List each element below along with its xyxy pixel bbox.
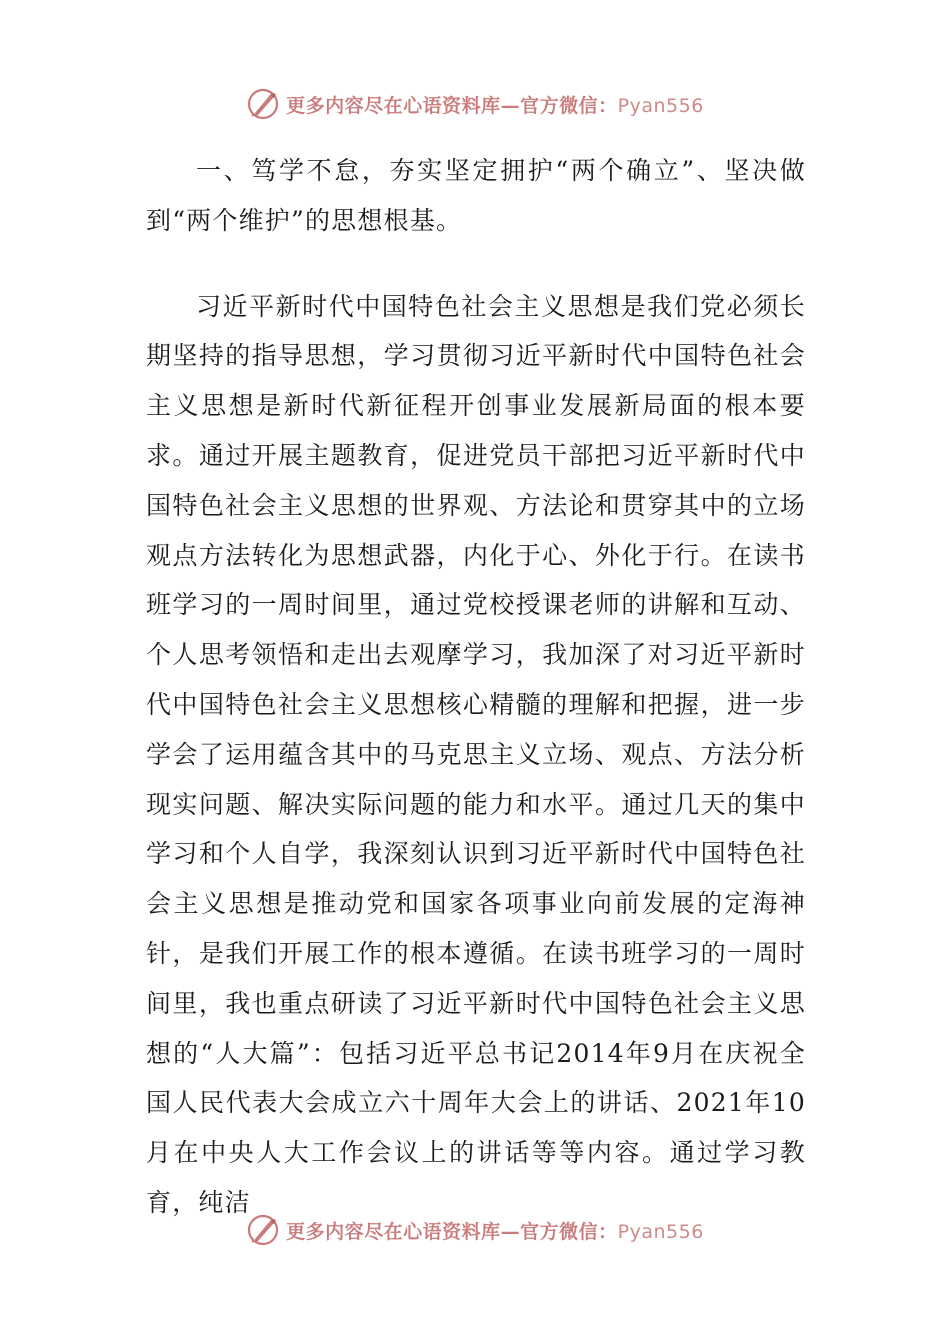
document-body [146,146,806,1228]
watermark-text [286,91,704,118]
section-heading: 一、笃学不怠，夯实坚定拥护“两个确立”、坚决做到“两个维护”的思想根基。 [146,156,806,235]
body-paragraph: 习近平新时代中国特色社会主义思想是我们党必须长期坚持的指导思想，学习贯彻习近平新时代中国特色社会主义思想是新时代新征程开创事业发展新局面的根本要求。通过开展主题教育，促进党员干部把习近平新时代中国特色社会主义思想的世界观、方法论和贯穿其中的立场观点方法转化为思想武器，内化于心、外化于行。在读书班学习的一周时间里，通过党校授课老师的讲解和互动、个人思考领悟和走出去观摩学习，我加深了对习近平新时代中国特色社会主义思想核心精髓的理解和把握，进一步学会了运用蕴含其中的马克思主义立场、观点、方法分析现实问题、解决实际问题的能力和水平。通过几天的集中学习和个人自学，我深刻认识到习近平新时代中国特色社会主义思想是推动党和国家各项事业向前发展的定海神针，是我们开展工作的根本遵循。在读书班学习的一周时间里，我也重点研读了习近平新时代中国特色社会主义思想的“人大篇”：包括习近平总书记2014年9月在庆祝全国人民代表大会成立六十周年大会上的讲话、2021年10月在中央人大工作会议上的讲话等等内容。通过学习教育，纯洁 [146,291,806,1217]
watermark-text-cn: 更多内容尽在心语资料库—官方微信： [286,1220,618,1243]
quill-logo-icon [246,1213,280,1247]
watermark-wechat-id: Pyan556 [617,1220,704,1243]
quill-logo-icon [246,87,280,121]
watermark-text-cn: 更多内容尽在心语资料库—官方微信： [286,94,618,117]
header-watermark [0,84,950,124]
footer-watermark [0,1210,950,1250]
watermark-text [286,1217,704,1244]
watermark-wechat-id: Pyan556 [617,94,704,117]
